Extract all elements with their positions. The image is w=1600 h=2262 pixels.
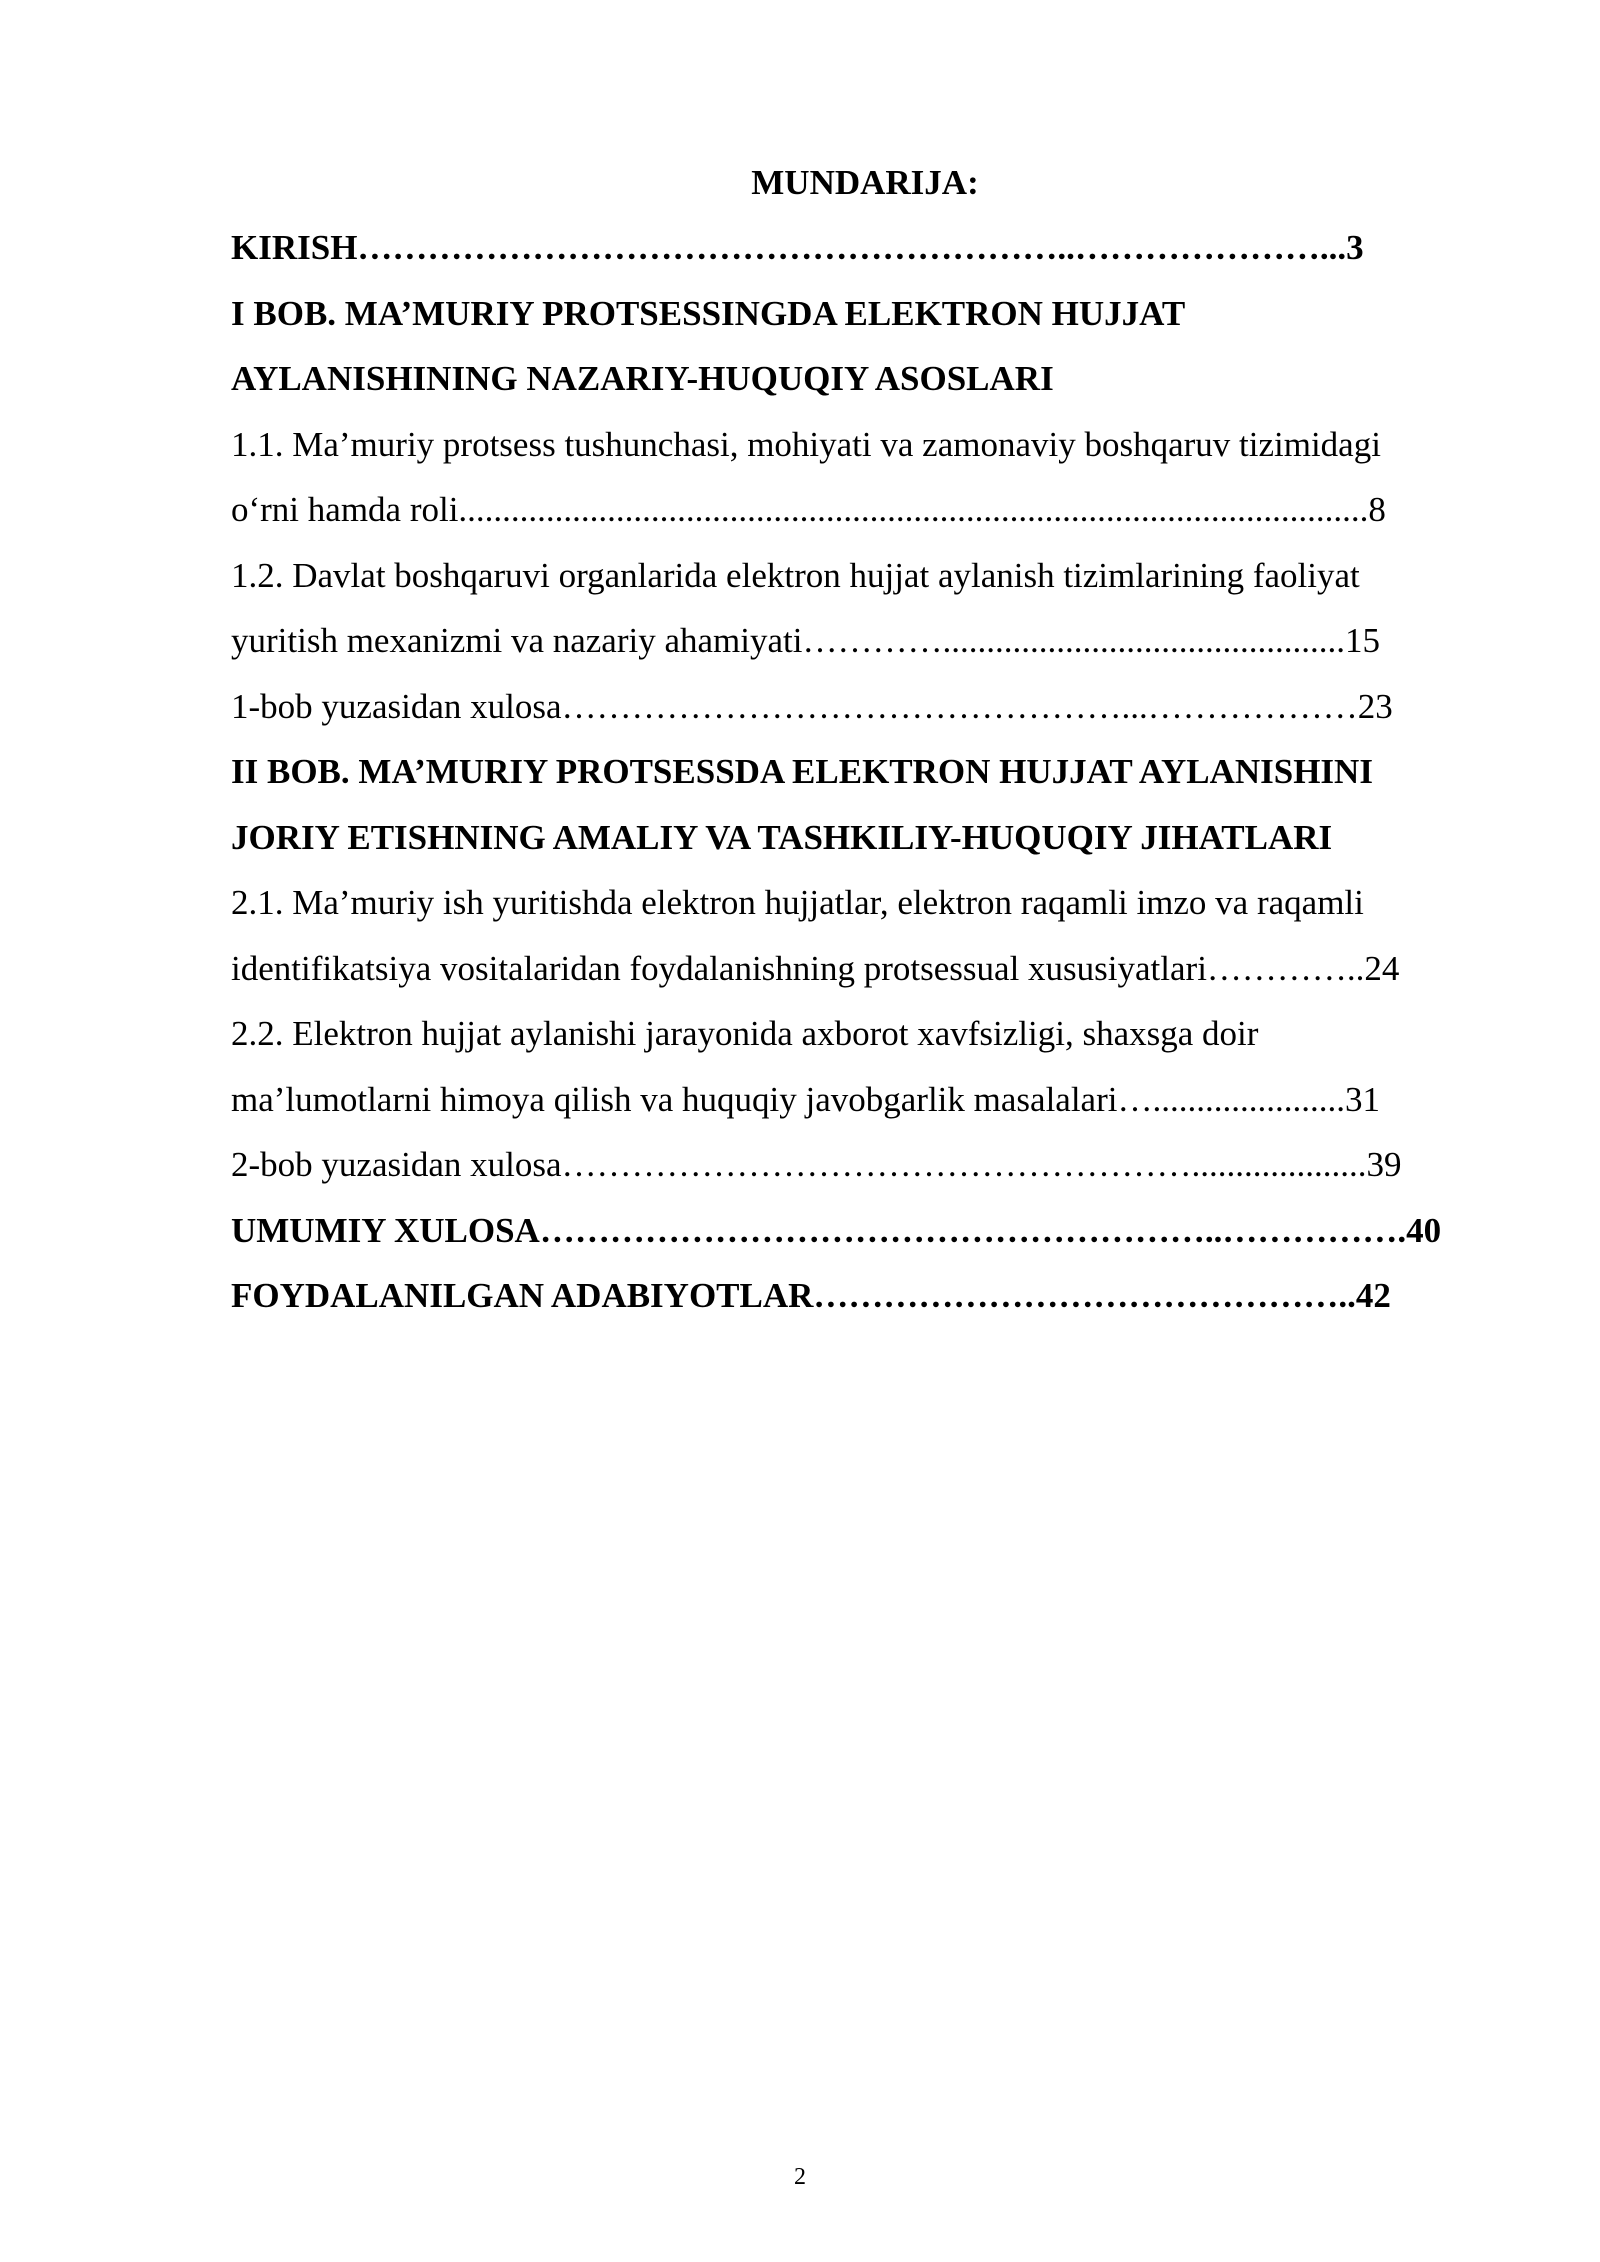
table-of-contents [231, 150, 1499, 1329]
toc-chapter-1-heading-line-2: AYLANISHINING NAZARIY-HUQUQIY ASOSLARI [231, 359, 1054, 398]
toc-section-2-2-line-1: 2.2. Elektron hujjat aylanishi jarayonida axborot xavfsizligi, shaxsga doir [231, 1014, 1259, 1053]
toc-entry-references: FOYDALANILGAN ADABIYOTLAR………………………………………..42 [231, 1276, 1391, 1315]
toc-section-2-2-line-2: ma’lumotlarni himoya qilish va huquqiy javobgarlik masalalari…......................31 [231, 1079, 1380, 1119]
toc-chapter-2-heading-line-2: JORIY ETISHNING AMALIY VA TASHKILIY-HUQUQIY JIHATLARI [231, 817, 1333, 857]
toc-chapter-2-conclusion: 2-bob yuzasidan xulosa………………………………………………....................39 [231, 1145, 1402, 1184]
toc-section-1-2-line-2: yuritish mexanizmi va nazariy ahamiyati…………..............................................15 [231, 621, 1380, 660]
toc-section-1-1-line-2: o‘rni hamda roli........................................................................................................8 [231, 490, 1386, 529]
page-number: 2 [794, 2164, 806, 2190]
toc-chapter-1-conclusion: 1-bob yuzasidan xulosa…………………………………………...………………23 [231, 686, 1393, 726]
toc-section-1-1-line-1: 1.1. Ma’muriy protsess tushunchasi, mohiyati va zamonaviy boshqaruv tizimidagi [231, 424, 1381, 464]
toc-section-2-1-line-2: identifikatsiya vositalaridan foydalanishning protsessual xususiyatlari…………..24 [231, 948, 1400, 988]
toc-entry-general-conclusion: UMUMIY XULOSA…………………………………………………..…………….40 [231, 1210, 1442, 1250]
toc-entry-introduction: KIRISH……………………………………………………..…………………...3 [231, 228, 1364, 267]
toc-title: MUNDARIJA: [751, 163, 979, 202]
toc-section-2-1-line-1: 2.1. Ma’muriy ish yuritishda elektron hujjatlar, elektron raqamli imzo va raqamli [231, 883, 1364, 922]
toc-chapter-2-heading-line-1: II BOB. MA’MURIY PROTSESSDA ELEKTRON HUJJAT AYLANISHINI [231, 752, 1373, 791]
toc-section-1-2-line-1: 1.2. Davlat boshqaruvi organlarida elektron hujjat aylanish tizimlarining faoliyat [231, 555, 1360, 595]
toc-chapter-1-heading-line-1: I BOB. MA’MURIY PROTSESSINGDA ELEKTRON HUJJAT [231, 293, 1186, 333]
